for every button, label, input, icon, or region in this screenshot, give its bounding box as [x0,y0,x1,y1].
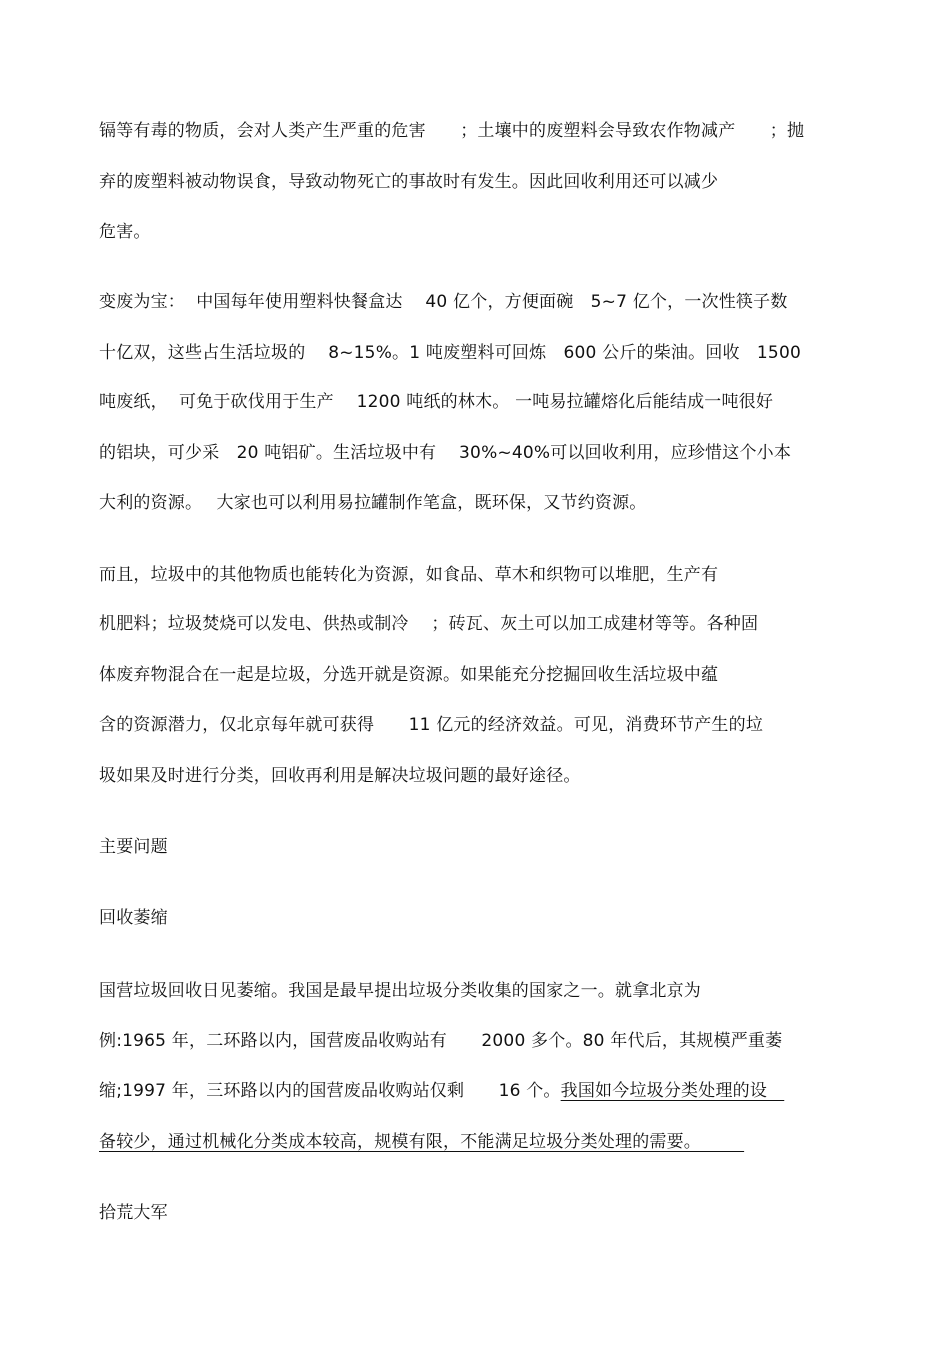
paragraph-3-line-4: 含的资源潜力，仅北京每年就可获得 11 亿元的经济效益。可见，消费环节产生的垃 [99,715,764,735]
paragraph-2-line-3: 吨废纸， 可免于砍伐用于生产 1200 吨纸的林木。 一吨易拉罐熔化后能结成一吨很好 [99,392,774,412]
paragraph-1-line-3: 危害。 [99,222,151,242]
paragraph-4-line-1: 国营垃圾回收日见萎缩。我国是最早提出垃圾分类收集的国家之一。就拿北京为 [99,981,701,1001]
heading-scavengers: 拾荒大军 [99,1203,168,1223]
paragraph-4-line-3-plain: 缩;1997 年，三环路以内的国营废品收购站仅剩 16 个。 [99,1081,561,1101]
paragraph-3-line-5: 圾如果及时进行分类，回收再利用是解决垃圾问题的最好途径。 [99,766,581,786]
heading-recycling-shrinking: 回收萎缩 [99,908,168,928]
paragraph-4-line-2: 例:1965 年，二环路以内，国营废品收购站有 2000 多个。80 年代后，其规模严重萎 [99,1031,783,1051]
paragraph-4-line-3-underlined: 我国如今垃圾分类处理的设 [560,1081,785,1101]
heading-main-problems: 主要问题 [99,837,168,857]
paragraph-4-line-3 [99,1079,784,1103]
paragraph-1-line-1: 镉等有毒的物质，会对人类产生严重的危害 ；土壤中的废塑料会导致农作物减产 ；抛 [99,121,805,141]
paragraph-3-line-1: 而且，垃圾中的其他物质也能转化为资源，如食品、草木和织物可以堆肥，生产有 [99,565,719,585]
paragraph-2-line-5: 大利的资源。 大家也可以利用易拉罐制作笔盒，既环保，又节约资源。 [99,493,647,513]
paragraph-2-line-1: 变废为宝： 中国每年使用塑料快餐盒达 40 亿个，方便面碗 5~7 亿个，一次性筷子数 [99,292,788,312]
paragraph-3-line-2: 机肥料；垃圾焚烧可以发电、供热或制冷 ；砖瓦、灰土可以加工成建材等等。各种固 [99,614,759,634]
paragraph-2-line-2: 十亿双，这些占生活垃圾的 8~15%。1 吨废塑料可回炼 600 公斤的柴油。回收 1500 [99,343,801,363]
paragraph-3-line-3: 体废弃物混合在一起是垃圾，分选开就是资源。如果能充分挖掘回收生活垃圾中蕴 [99,665,719,685]
paragraph-4-line-4-underlined: 备较少，通过机械化分类成本较高，规模有限，不能满足垃圾分类处理的需要。 [99,1132,745,1152]
paragraph-2-line-4: 的铝块，可少采 20 吨铝矿。生活垃圾中有 30%~40%可以回收利用，应珍惜这个小本 [99,443,792,463]
paragraph-1-line-2: 弃的废塑料被动物误食，导致动物死亡的事故时有发生。因此回收利用还可以减少 [99,172,719,192]
